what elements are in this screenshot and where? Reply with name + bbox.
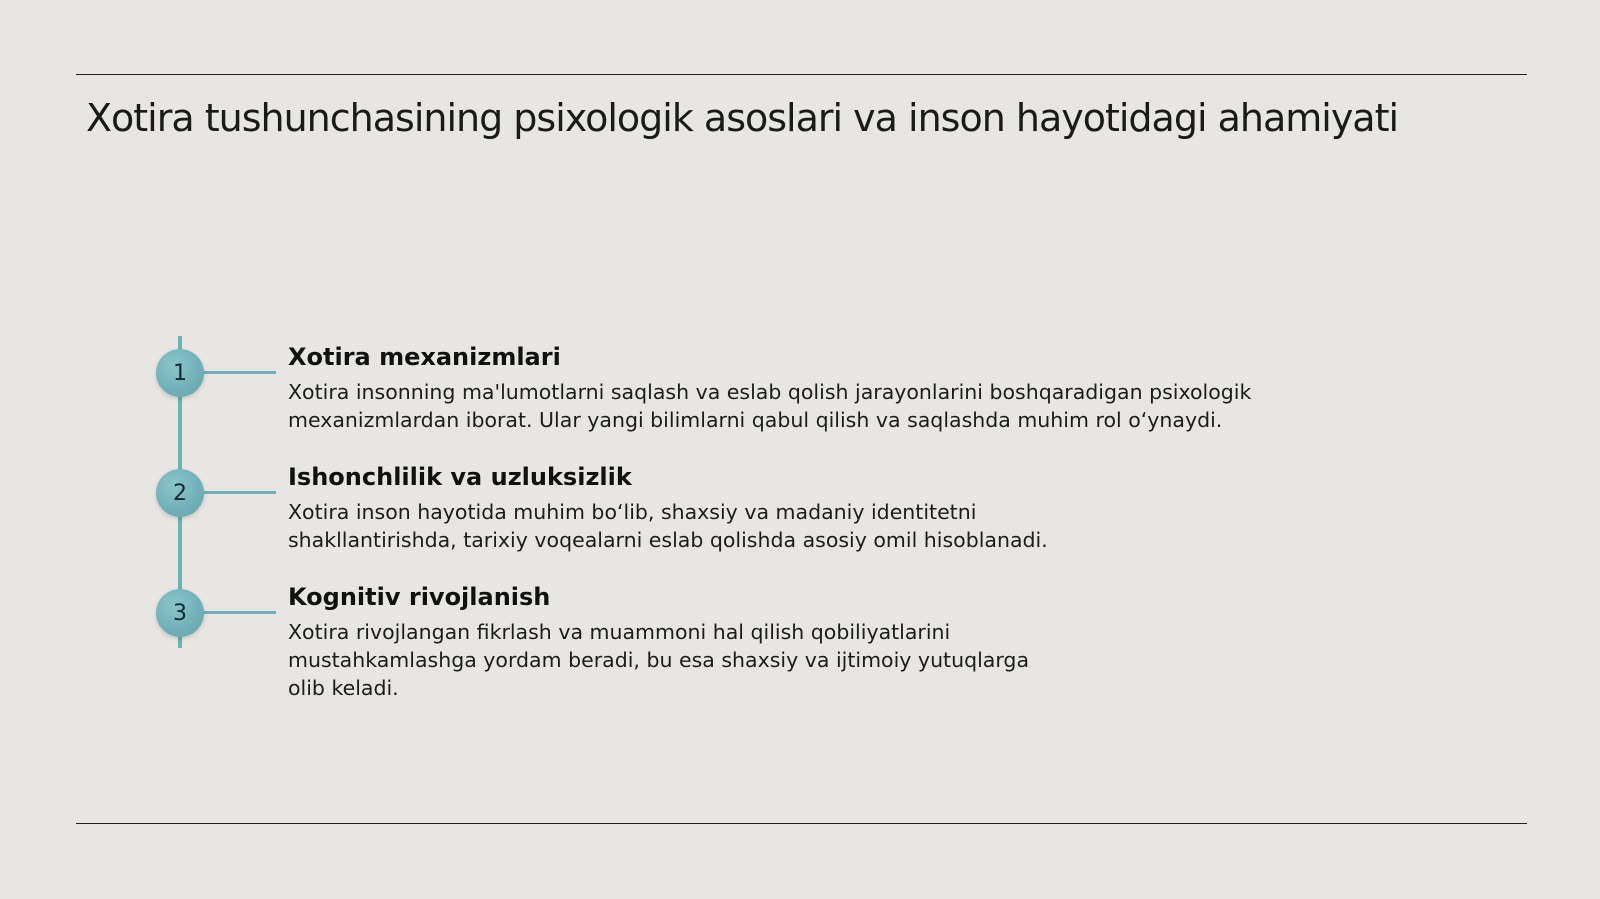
description-line: mustahkamlashga yordam beradi, bu esa shaxsiy va ijtimoiy yutuqlarga xyxy=(288,648,1030,672)
step-number: 1 xyxy=(173,360,187,386)
description-line: olib keladi. xyxy=(288,676,399,700)
top-divider xyxy=(76,74,1527,75)
description-line: Xotira insonning ma'lumotlarni saqlash va eslab qolish jarayonlarini boshqaradigan psixologik xyxy=(288,380,1252,404)
description-line: shakllantirishda, tarixiy voqealarni eslab qolishda asosiy omil hisoblanadi. xyxy=(288,528,1048,552)
item-description-3 xyxy=(288,618,1029,702)
timeline-connector-2 xyxy=(204,491,276,494)
description-line: Xotira inson hayotida muhim bo‘lib, shaxsiy va madaniy identitetni xyxy=(288,500,977,524)
item-title-2: Ishonchlilik va uzluksizlik xyxy=(288,463,632,491)
step-number: 3 xyxy=(173,600,187,626)
slide-title: Xotira tushunchasining psixologik asoslari va inson hayotidagi ahamiyati xyxy=(86,96,1399,140)
timeline-connector-1 xyxy=(204,371,276,374)
item-title-1: Xotira mexanizmlari xyxy=(288,343,561,371)
item-description-1 xyxy=(288,378,1251,434)
step-marker-2 xyxy=(156,469,204,517)
description-line: Xotira rivojlangan fikrlash va muammoni hal qilish qobiliyatlarini xyxy=(288,620,951,644)
item-description-2 xyxy=(288,498,1048,554)
step-marker-1 xyxy=(156,349,204,397)
step-marker-3 xyxy=(156,589,204,637)
item-title-3: Kognitiv rivojlanish xyxy=(288,583,551,611)
step-number: 2 xyxy=(173,480,187,506)
description-line: mexanizmlardan iborat. Ular yangi bilimlarni qabul qilish va saqlashda muhim rol o‘ynaydi. xyxy=(288,408,1223,432)
bottom-divider xyxy=(76,823,1527,824)
timeline-connector-3 xyxy=(204,611,276,614)
